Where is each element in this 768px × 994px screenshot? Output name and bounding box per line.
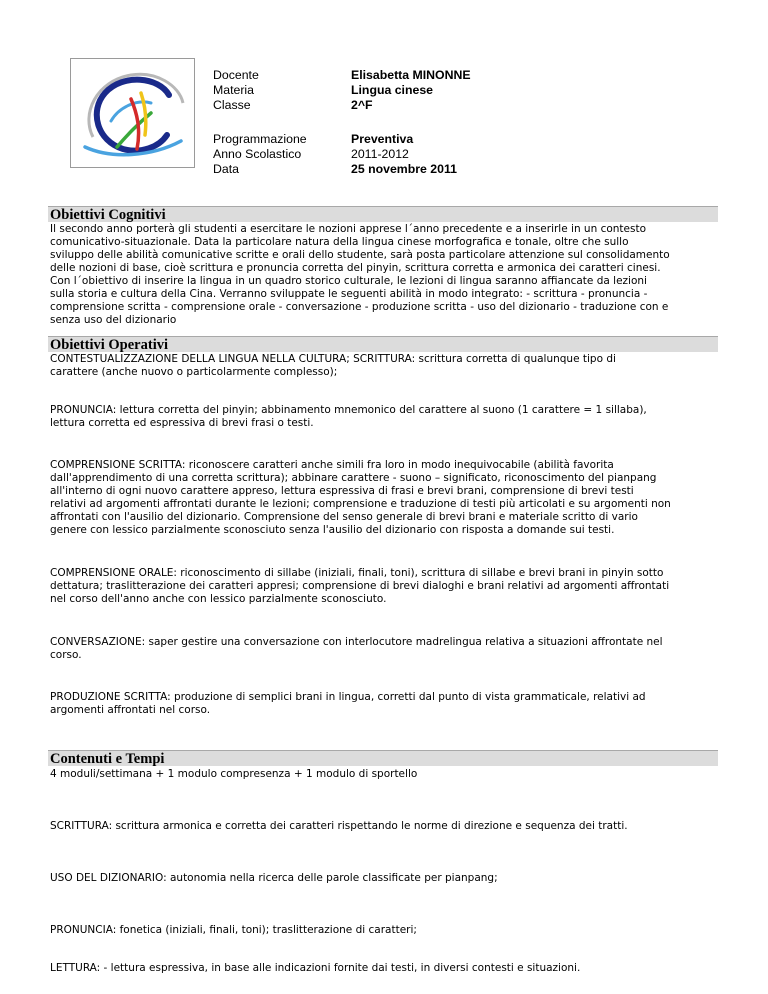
text-line: CONTESTUALIZZAZIONE DELLA LINGUA NELLA CULTURA; SCRITTURA: scrittura corretta di qualunque tipo di [50, 353, 616, 365]
text-line: comunicativo-situazionale. Data la particolare natura della lingua cinese morfografica e tonale, oltre che sullo [50, 236, 629, 248]
section-title-cognitivi: Obiettivi Cognitivi [48, 206, 718, 222]
text-line: corso. [50, 649, 82, 661]
text-line: Il secondo anno porterà gli studenti a esercitare le nozioni apprese l´anno precedente e a inserirle in un contesto [50, 223, 647, 235]
label-anno-scolastico: Anno Scolastico [213, 147, 302, 161]
value-docente: Elisabetta MINONNE [351, 68, 471, 82]
text-line: carattere (anche nuovo o particolarmente complesso); [50, 366, 338, 378]
text-line: senza uso del dizionario [50, 314, 177, 326]
header-labels [213, 68, 307, 177]
text-line: relativi ad argomenti affrontati durante le lezioni; comprensione e traduzione di testi più articolati e su argomenti non [50, 498, 671, 510]
value-anno-scolastico: 2011-2012 [351, 147, 409, 161]
text-line: argomenti affrontati nel corso. [50, 704, 211, 716]
operativi-paragraph-3 [50, 459, 718, 537]
text-line: CONVERSAZIONE: saper gestire una conversazione con interlocutore madrelingua relativa a situazioni affrontate nel [50, 636, 663, 648]
text-line: sviluppo delle abilità comunicative scritte e orali dello studente, sarà posta particolare attenzione sul consolidamento [50, 249, 670, 261]
text-line: Con l´obiettivo di inserire la lingua in un quadro storico culturale, le lezioni di lingua saranno affiancate da lezioni [50, 275, 647, 287]
contenuti-paragraph-1: 4 moduli/settimana + 1 modulo compresenza + 1 modulo di sportello [50, 768, 418, 780]
text-line: dettatura; traslitterazione dei caratteri appresi; comprensione di brevi dialoghi e brani relativi ad argomenti affrontati [50, 580, 670, 592]
school-logo [70, 58, 195, 168]
section-title-contenuti: Contenuti e Tempi [48, 750, 718, 766]
value-data: 25 novembre 2011 [351, 162, 457, 176]
value-programmazione: Preventiva [351, 132, 414, 146]
operativi-paragraph-2 [50, 404, 718, 430]
operativi-paragraph-6 [50, 691, 718, 717]
label-programmazione: Programmazione [213, 132, 307, 146]
contenuti-paragraph-2: SCRITTURA: scrittura armonica e corretta dei caratteri rispettando le norme di direzione e sequenza dei tratti. [50, 820, 628, 832]
text-line: genere con lessico parzialmente sconosciuto senza l'ausilio del dizionario con risposta a domande sui testi. [50, 524, 615, 536]
text-line: COMPRENSIONE ORALE: riconoscimento di sillabe (iniziali, finali, toni), scrittura di sillabe e brevi brani in pinyin sotto [50, 567, 664, 579]
cognitivi-paragraph [50, 223, 718, 327]
text-line: COMPRENSIONE SCRITTA: riconoscere caratteri anche simili fra loro in modo inequivocabile (abilità favorita [50, 459, 614, 471]
operativi-paragraph-5 [50, 636, 718, 662]
text-line: dall'apprendimento di una corretta scrittura); abbinare carattere - suono – significato, riconoscimento del pianpang [50, 472, 657, 484]
contenuti-paragraph-4: PRONUNCIA: fonetica (iniziali, finali, toni); traslitterazione di caratteri; [50, 924, 417, 936]
logo-emblem-icon [71, 59, 194, 167]
label-data: Data [213, 162, 239, 176]
contenuti-paragraph-5: LETTURA: - lettura espressiva, in base alle indicazioni fornite dai testi, in diversi contesti e situazioni. [50, 962, 581, 974]
label-classe: Classe [213, 98, 251, 112]
label-materia: Materia [213, 83, 255, 97]
header-values [351, 68, 471, 177]
label-docente: Docente [213, 68, 259, 82]
text-line: all'interno di ogni nuovo carattere appreso, lettura espressiva di frasi e brevi brani, comprensione di brevi testi [50, 485, 634, 497]
operativi-paragraph-1 [50, 353, 718, 379]
text-line: sulla storia e cultura della Cina. Verranno sviluppate le seguenti abilità in modo integrato: - scrittura - pronuncia - [50, 288, 648, 300]
value-classe: 2^F [351, 98, 373, 112]
value-materia: Lingua cinese [351, 83, 434, 97]
section-title-operativi: Obiettivi Operativi [48, 336, 718, 352]
text-line: comprensione scritta - comprensione orale - conversazione - produzione scritta - uso del dizionario - traduzione con e [50, 301, 669, 313]
operativi-paragraph-4 [50, 567, 718, 606]
contenuti-paragraph-3: USO DEL DIZIONARIO: autonomia nella ricerca delle parole classificate per pianpang; [50, 872, 498, 884]
text-line: nel corso dell'anno anche con lessico parzialmente sconosciuto. [50, 593, 387, 605]
text-line: PRODUZIONE SCRITTA: produzione di semplici brani in lingua, corretti dal punto di vista grammaticale, relativi ad [50, 691, 646, 703]
text-line: delle nozioni di base, cioè scrittura e pronuncia corretta del pinyin, scrittura corretta e armonica dei caratteri cinesi. [50, 262, 661, 274]
text-line: PRONUNCIA: lettura corretta del pinyin; abbinamento mnemonico del carattere al suono (1 carattere = 1 sillaba), [50, 404, 647, 416]
text-line: affrontati con l'ausilio del dizionario. Comprensione del senso generale di brevi brani e materiale scritto di vario [50, 511, 638, 523]
text-line: lettura corretta ed espressiva di brevi frasi o testi. [50, 417, 314, 429]
